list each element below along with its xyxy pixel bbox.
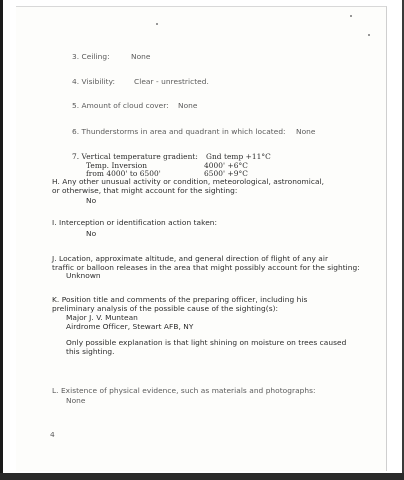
section-l-answer: None xyxy=(66,396,86,405)
cloud-cover-label: 5. Amount of cloud cover: xyxy=(72,101,169,110)
section-j-line2: traffic or balloon releases in the area that might possibly account for the sighting: xyxy=(52,263,360,272)
section-h-answer: No xyxy=(86,196,97,205)
temp-gradient-label: 7. Vertical temperature gradient: xyxy=(72,152,198,161)
section-i-line1: I. Interception or identification action taken: xyxy=(52,218,218,227)
section-h-line1: H. Any other unusual activity or condition, meteorological, astronomical, xyxy=(52,177,325,186)
section-j-line1: J. Location, approximate altitude, and general direction of flight of any air xyxy=(52,254,329,263)
ground-temp: Gnd temp +11°C xyxy=(206,152,271,161)
thunderstorms-value: None xyxy=(296,127,316,136)
ceiling-value: None xyxy=(131,52,151,61)
ceiling-label: 3. Ceiling: xyxy=(72,52,110,61)
scan-edge-left xyxy=(0,0,3,480)
thunderstorms-label: 6. Thunderstorms in area and quadrant in which located: xyxy=(72,127,286,136)
scan-speck xyxy=(350,15,352,17)
scan-speck xyxy=(368,34,370,36)
section-k-line2: preliminary analysis of the possible cause of the sighting(s): xyxy=(52,304,279,313)
cloud-cover-value: None xyxy=(178,101,198,110)
scan-edge-bottom xyxy=(0,473,404,480)
inversion-at-4000: 4000' +6°C xyxy=(204,161,248,170)
scan-speck xyxy=(156,23,158,25)
officer-comment-line1: Only possible explanation is that light shining on moisture on trees caused xyxy=(66,338,347,347)
section-h-line2: or otherwise, that might account for the sighting: xyxy=(52,186,238,195)
inversion-range: from 4000' to 6500' xyxy=(86,169,161,178)
visibility-label: 4. Visibility: xyxy=(72,77,116,86)
inversion-at-6500: 6500' +9°C xyxy=(204,169,248,178)
section-j-answer: Unknown xyxy=(66,271,101,280)
section-l-line1: L. Existence of physical evidence, such as materials and photographs: xyxy=(52,386,316,395)
officer-name: Major J. V. Muntean xyxy=(66,313,138,322)
section-i-answer: No xyxy=(86,229,97,238)
inversion-label: Temp. Inversion xyxy=(86,161,148,170)
page-number: 4 xyxy=(50,430,55,439)
section-k-line1: K. Position title and comments of the preparing officer, including his xyxy=(52,295,308,304)
visibility-value: Clear - unrestricted. xyxy=(134,77,209,86)
officer-comment-line2: this sighting. xyxy=(66,347,115,356)
officer-title: Airdrome Officer, Stewart AFB, NY xyxy=(66,322,194,331)
